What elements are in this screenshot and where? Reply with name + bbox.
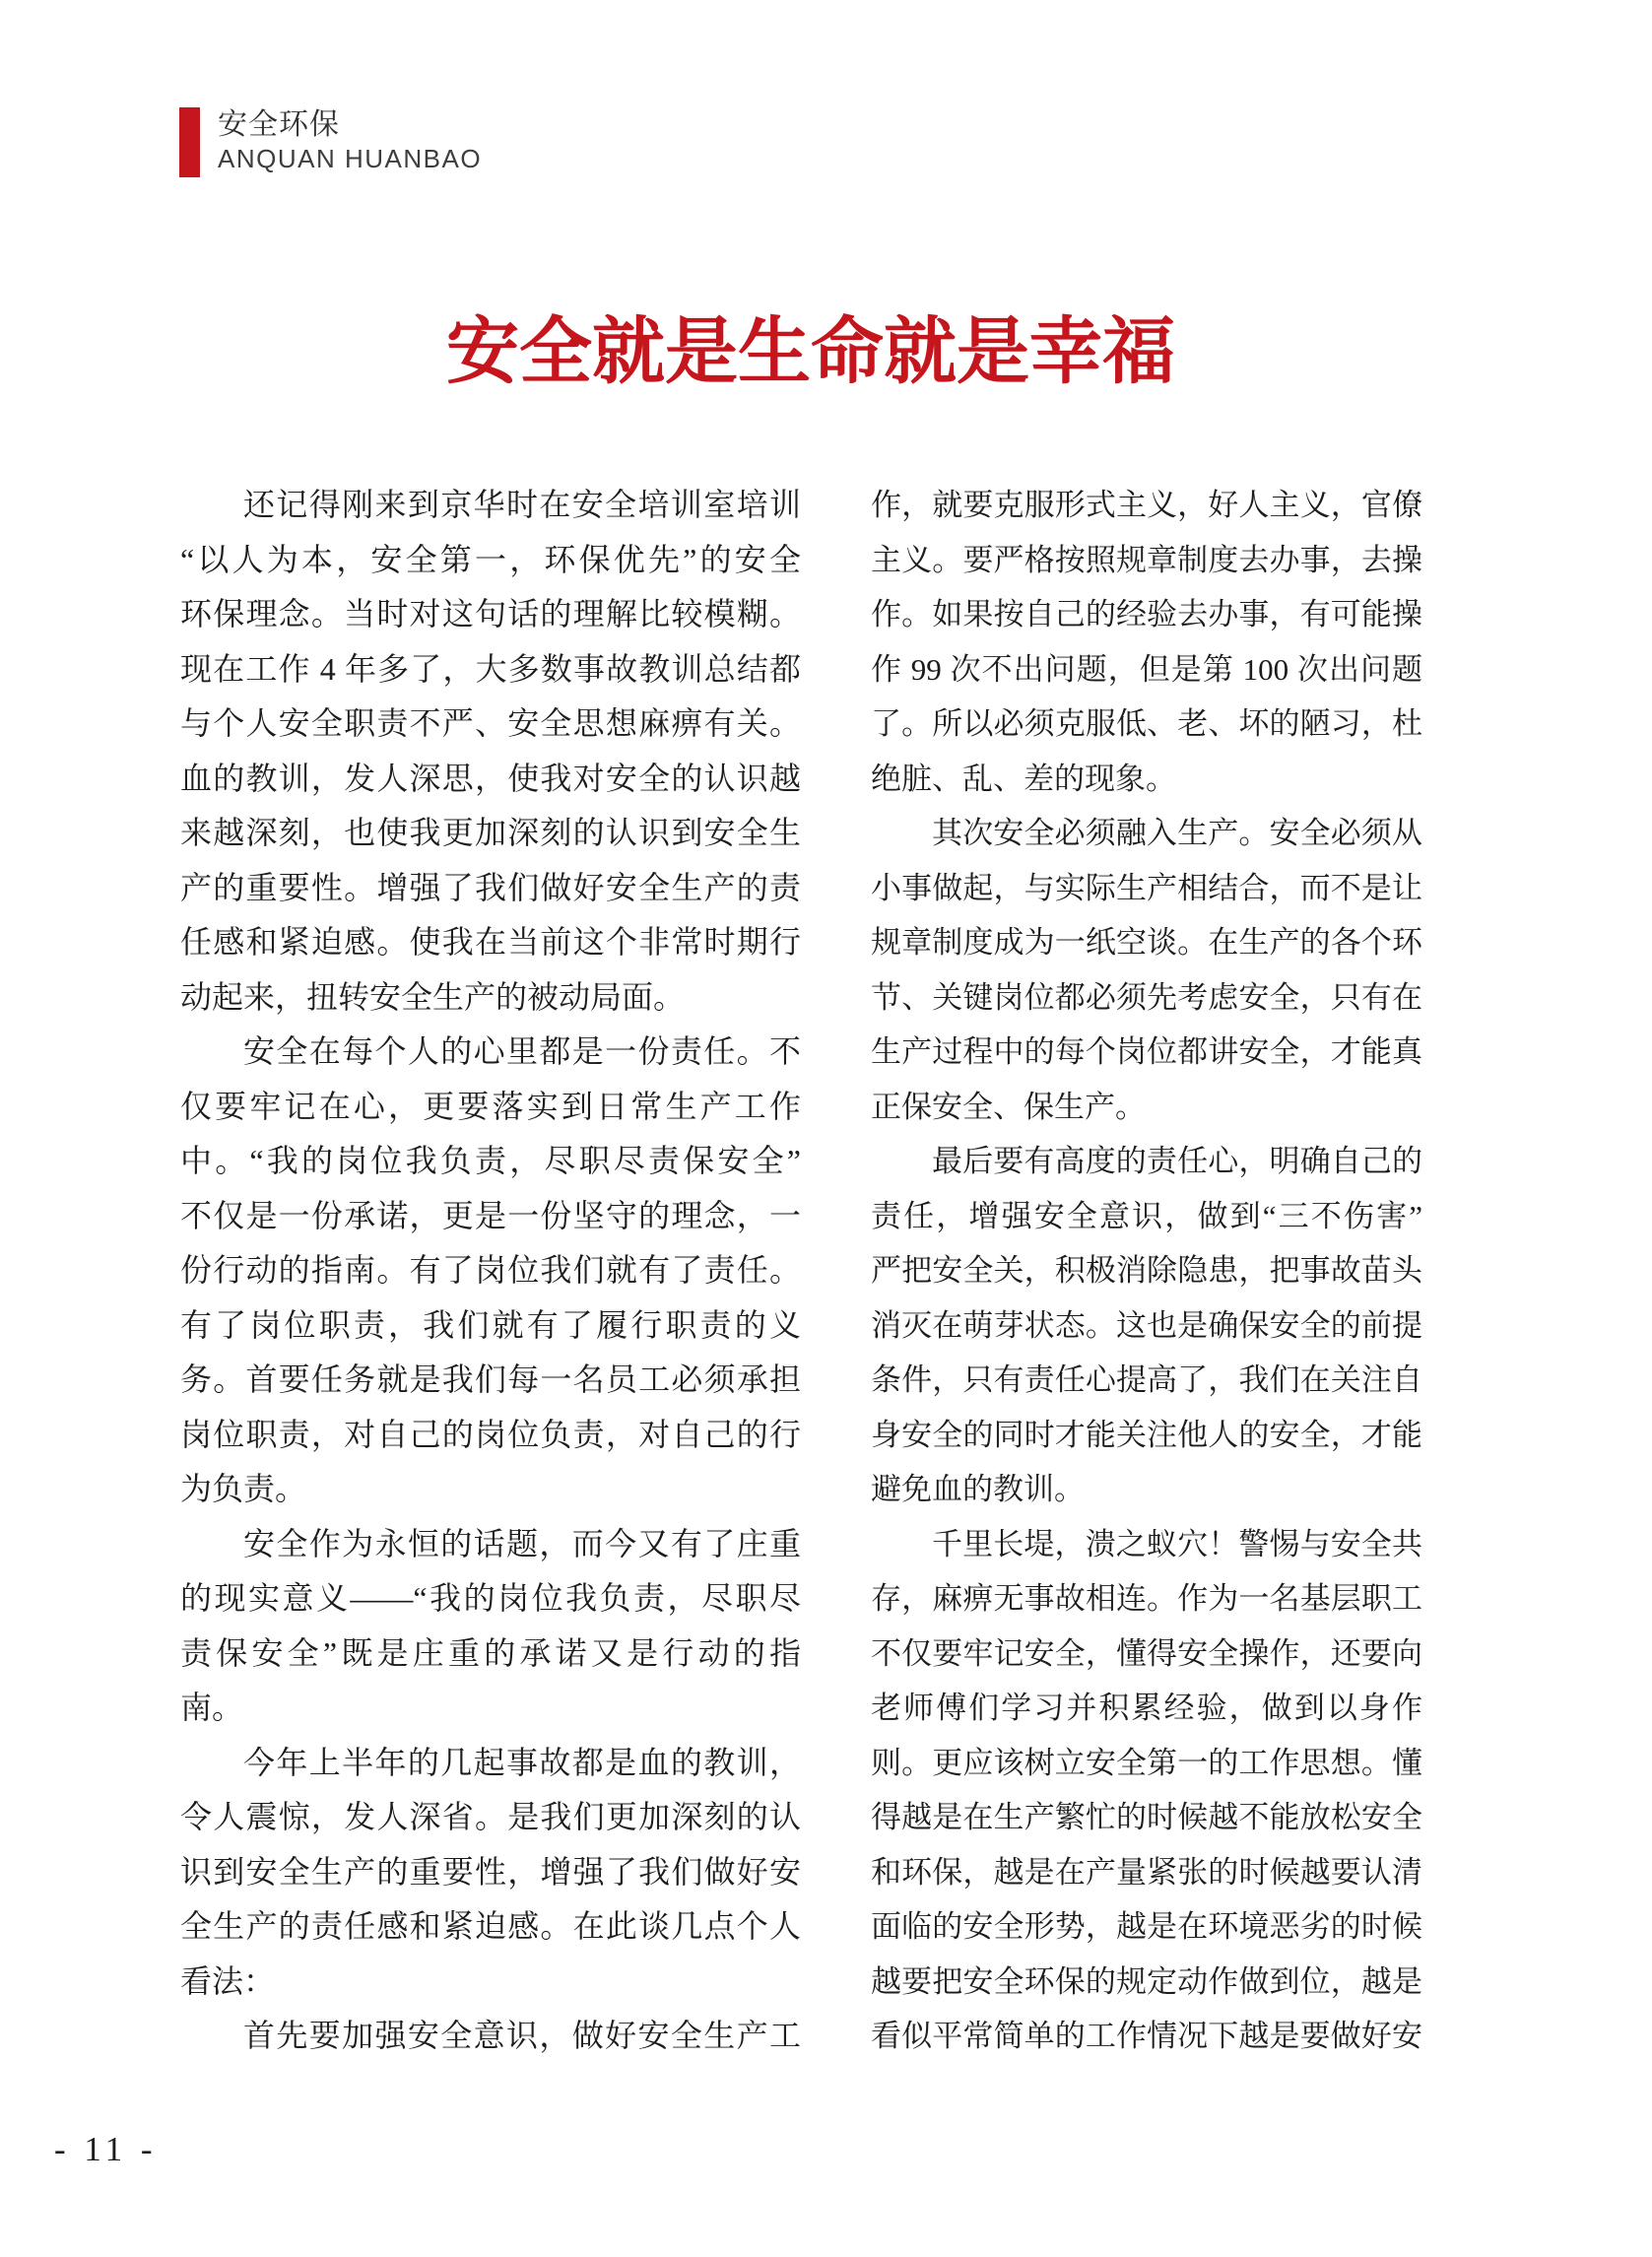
page-number: - 11 - (54, 2130, 158, 2168)
text-line: 份行动的指南。有了岗位我们就有了责任。 (180, 1252, 801, 1288)
text-line: 产的重要性。增强了我们做好安全生产的责 (180, 869, 801, 905)
article-column-left (180, 478, 801, 2064)
text-line: 识到安全生产的重要性，增强了我们做好安 (180, 1853, 801, 1890)
text-line: 责保安全”既是庄重的承诺又是行动的指 (180, 1634, 801, 1671)
text-line: 了。所以必须克服低、老、坏的陋习，杜 (871, 706, 1422, 741)
text-line: 岗位职责，对自己的岗位负责，对自己的行 (180, 1416, 801, 1452)
text-line: 安全在每个人的心里都是一份责任。不 (243, 1033, 801, 1069)
text-line: 中。“我的岗位我负责，尽职尽责保安全” (180, 1143, 801, 1178)
section-accent-bar (179, 107, 200, 177)
text-line: 条件，只有责任心提高了，我们在关注自 (871, 1362, 1422, 1397)
text-line: 越要把安全环保的规定动作做到位，越是 (871, 1963, 1422, 1999)
text-line: 和环保，越是在产量紧张的时候越要认清 (871, 1854, 1422, 1890)
text-line: 消灭在萌芽状态。这也是确保安全的前提 (871, 1307, 1422, 1343)
text-line: 任感和紧迫感。使我在当前这个非常时期行 (180, 924, 801, 960)
article-column-right (871, 478, 1422, 2064)
text-line: 南。 (180, 1690, 244, 1725)
text-line: 作 99 次不出问题，但是第 100 次出问题 (871, 651, 1422, 687)
text-line: 还记得刚来到京华时在安全培训室培训 (243, 487, 801, 522)
text-line: 看法： (180, 1962, 276, 1999)
text-line: 规章制度成为一纸空谈。在生产的各个环 (871, 925, 1422, 960)
text-line: 为负责。 (180, 1471, 307, 1506)
text-line: 老师傅们学习并积累经验，做到以身作 (871, 1691, 1422, 1725)
text-line: 作，就要克服形式主义，好人主义，官僚 (871, 488, 1422, 522)
text-line: 则。更应该树立安全第一的工作思想。懂 (871, 1745, 1422, 1780)
text-line: 节、关键岗位都必须先考虑安全，只有在 (871, 979, 1422, 1015)
text-line: 身安全的同时才能关注他人的安全，才能 (871, 1417, 1422, 1452)
text-line: 避免血的教训。 (871, 1472, 1085, 1506)
text-line: 主义。要严格按照规章制度去办事，去操 (871, 542, 1422, 577)
text-line: 动起来，扭转安全生产的被动局面。 (180, 978, 686, 1015)
text-line: 看似平常简单的工作情况下越是要做好安 (871, 2019, 1422, 2053)
text-line: 最后要有高度的责任心，明确自己的 (932, 1144, 1422, 1178)
text-line: 责任，增强安全意识，做到“三不伤害” (871, 1198, 1422, 1233)
text-line: 生产过程中的每个岗位都讲安全，才能真 (871, 1034, 1422, 1069)
text-line: 务。首要任务就是我们每一名员工必须承担 (180, 1361, 801, 1397)
text-line: 与个人安全职责不严、安全思想麻痹有关。 (180, 705, 801, 741)
text-line: 令人震惊，发人深省。是我们更加深刻的认 (180, 1799, 801, 1834)
text-line: 血的教训，发人深思，使我对安全的认识越 (180, 760, 801, 796)
text-line: 作。如果按自己的经验去办事，有可能操 (871, 597, 1422, 631)
section-title-pinyin: ANQUAN HUANBAO (218, 144, 483, 173)
text-line: 面临的安全形势，越是在环境恶劣的时候 (871, 1909, 1422, 1944)
text-line: 的现实意义——“我的岗位我负责，尽职尽 (180, 1580, 801, 1616)
text-line: “以人为本，安全第一，环保优先”的安全 (180, 541, 801, 577)
section-title-chinese: 安全环保 (218, 108, 340, 141)
text-line: 其次安全必须融入生产。安全必须从 (932, 816, 1422, 850)
text-line: 今年上半年的几起事故都是血的教训， (243, 1744, 801, 1780)
text-line: 全生产的责任感和紧迫感。在此谈几点个人 (180, 1908, 801, 1944)
text-line: 正保安全、保生产。 (871, 1089, 1146, 1124)
text-line: 绝脏、乱、差的现象。 (871, 761, 1176, 796)
text-line: 不仅要牢记安全，懂得安全操作，还要向 (871, 1635, 1422, 1671)
text-line: 得越是在生产繁忙的时候越不能放松安全 (871, 1800, 1422, 1834)
text-line: 小事做起，与实际生产相结合，而不是让 (871, 870, 1422, 905)
article-title: 安全就是生命就是幸福 (446, 310, 1175, 392)
text-line: 有了岗位职责，我们就有了履行职责的义 (180, 1306, 801, 1343)
text-line: 严把安全关，积极消除隐患，把事故苗头 (871, 1253, 1422, 1288)
text-line: 仅要牢记在心，更要落实到日常生产工作 (180, 1088, 801, 1124)
text-line: 现在工作 4 年多了，大多数事故教训总结都 (180, 650, 801, 687)
text-line: 不仅是一份承诺，更是一份坚守的理念，一 (180, 1197, 801, 1233)
text-line: 环保理念。当时对这句话的理解比较模糊。 (180, 596, 801, 631)
text-line: 来越深刻，也使我更加深刻的认识到安全生 (180, 815, 801, 850)
text-line: 安全作为永恒的话题，而今又有了庄重 (243, 1525, 801, 1561)
text-line: 千里长堤，溃之蚁穴！警惕与安全共 (932, 1526, 1422, 1561)
text-line: 存，麻痹无事故相连。作为一名基层职工 (871, 1581, 1422, 1616)
text-line: 首先要加强安全意识，做好安全生产工 (243, 2018, 801, 2053)
